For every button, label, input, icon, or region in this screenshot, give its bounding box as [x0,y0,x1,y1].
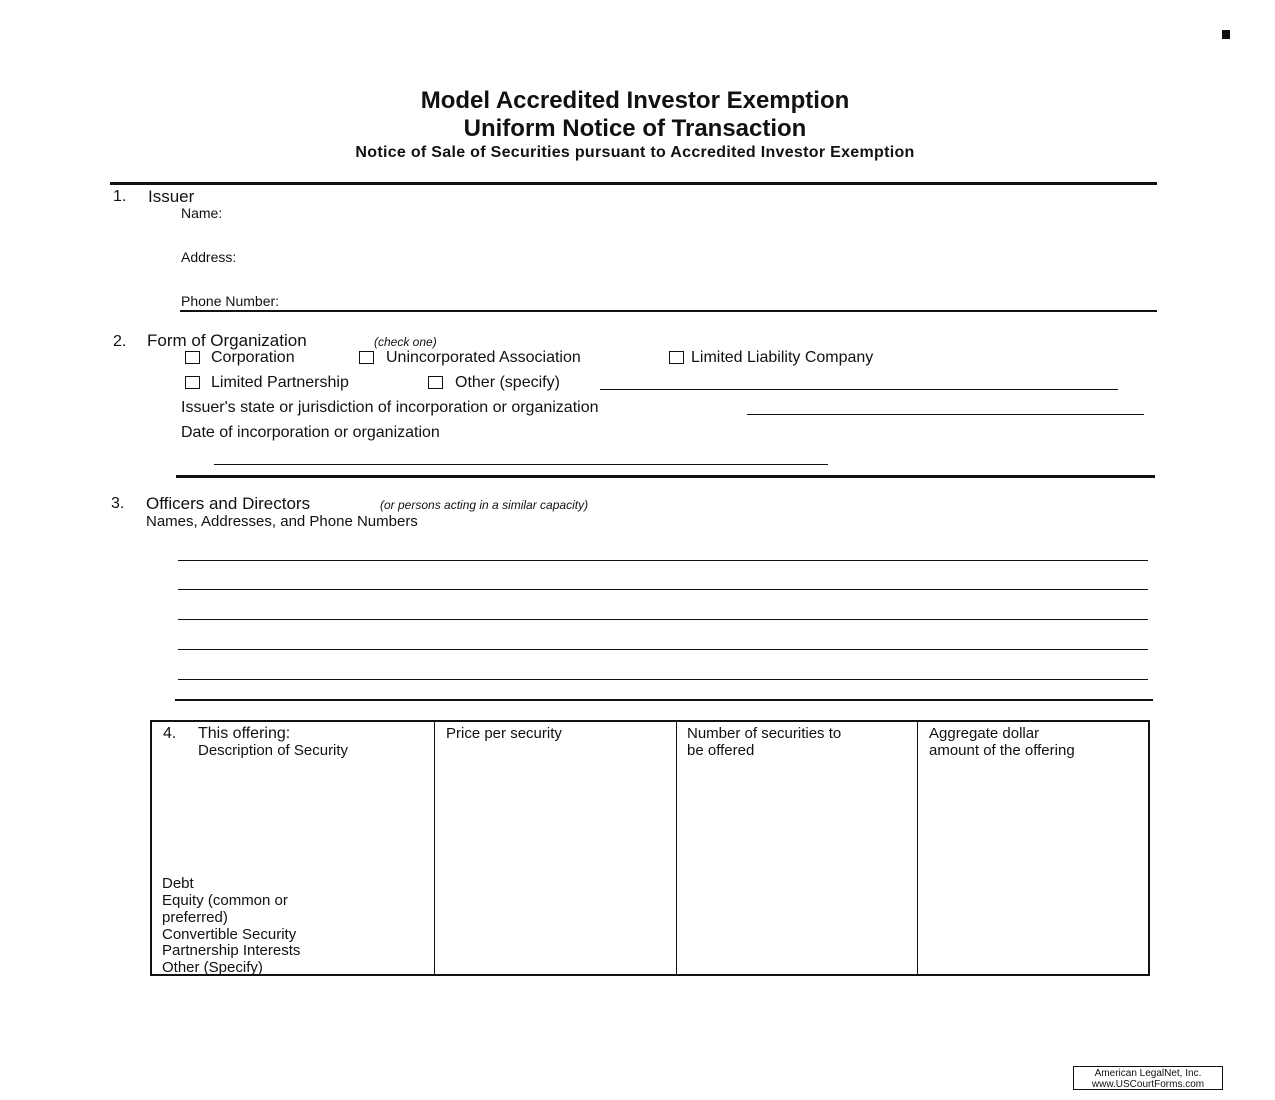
section1-title: Issuer [148,187,195,206]
section2-number: 2. [113,333,127,350]
section-divider [180,310,1157,312]
section4-title: This offering: [198,725,291,742]
number-header-line2: be offered [687,742,755,759]
section-divider [110,182,1157,185]
officer-entry-line[interactable] [178,649,1148,650]
security-type-debt: Debt [162,875,194,892]
section-divider [176,475,1155,478]
officer-entry-line[interactable] [178,619,1148,620]
limited-partnership-label: Limited Partnership [211,374,349,391]
description-header: Description of Security [198,742,349,759]
limited-partnership-checkbox[interactable] [185,376,200,389]
table-column-divider [434,722,435,974]
other-label: Other (specify) [455,374,560,391]
security-type-partnership: Partnership Interests [162,942,301,959]
publisher-name: American LegalNet, Inc. [1094,1068,1202,1079]
publisher-website: www.USCourtForms.com [1091,1079,1205,1090]
other-specify-field[interactable] [600,389,1118,390]
officer-entry-line[interactable] [178,560,1148,561]
corner-scan-mark [1222,30,1230,39]
incorporation-date-field[interactable] [214,464,828,465]
section4-number: 4. [163,725,177,742]
incorporation-date-label: Date of incorporation or organization [181,424,440,441]
section3-note: (or persons acting in a similar capacity) [380,498,589,512]
issuer-address-label: Address: [181,249,237,265]
table-column-divider [676,722,677,974]
issuer-phone-label: Phone Number: [181,293,280,309]
section-divider [175,699,1153,701]
section2-note: (check one) [374,335,437,349]
aggregate-header-line1: Aggregate dollar [929,725,1040,742]
llc-checkbox[interactable] [669,351,684,364]
other-checkbox[interactable] [428,376,443,389]
officer-entry-line[interactable] [178,589,1148,590]
security-type-equity: Equity (common or [162,892,288,909]
price-header: Price per security [446,725,562,742]
jurisdiction-field[interactable] [747,414,1144,415]
security-type-other: Other (Specify) [162,959,263,976]
offering-table [150,720,1150,976]
officer-entry-line[interactable] [178,679,1148,680]
section1-number: 1. [113,188,127,205]
section2-title: Form of Organization [147,331,307,350]
form-subtitle-title: Uniform Notice of Transaction [463,115,807,142]
security-type-equity-cont: preferred) [162,909,228,926]
form-description: Notice of Sale of Securities pursuant to Accredited Investor Exemption [355,144,915,161]
security-type-convertible: Convertible Security [162,926,297,943]
section3-subtitle: Names, Addresses, and Phone Numbers [146,513,418,530]
issuer-name-label: Name: [181,205,223,221]
number-header-line1: Number of securities to [687,725,842,742]
section3-number: 3. [111,495,125,512]
unincorporated-association-label: Unincorporated Association [386,349,581,366]
form-title: Model Accredited Investor Exemption [420,87,850,114]
publisher-footer [1073,1066,1223,1090]
section3-title: Officers and Directors [146,494,311,513]
table-column-divider [917,722,918,974]
aggregate-header-line2: amount of the offering [929,742,1075,759]
corporation-checkbox[interactable] [185,351,200,364]
unincorporated-association-checkbox[interactable] [359,351,374,364]
jurisdiction-label: Issuer's state or jurisdiction of incorporation or organization [181,399,599,416]
llc-label: Limited Liability Company [691,349,874,366]
corporation-label: Corporation [211,349,295,366]
